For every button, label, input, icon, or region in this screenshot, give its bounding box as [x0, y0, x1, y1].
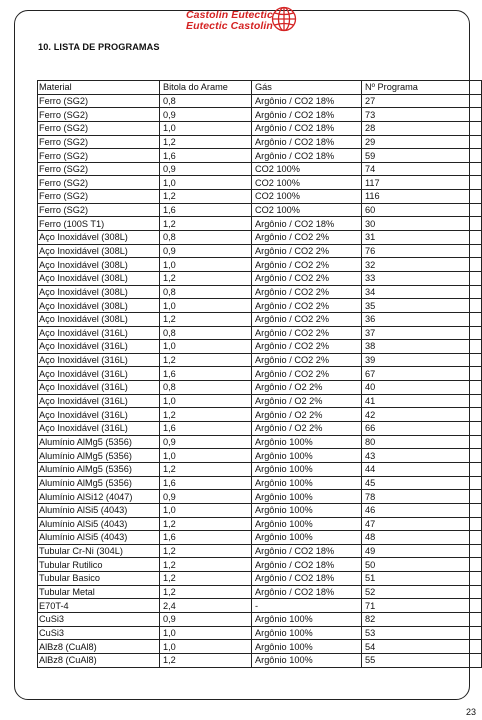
- program-table: [37, 80, 482, 668]
- cell-wire-gauge: 1,0: [160, 640, 252, 654]
- cell-material: Tubular Cr-Ni (304L): [38, 544, 160, 558]
- header-wire-gauge: Bitola do Arame: [160, 81, 252, 95]
- cell-program-number: 53: [362, 626, 482, 640]
- cell-wire-gauge: 1,2: [160, 585, 252, 599]
- cell-material: Ferro (SG2): [38, 203, 160, 217]
- cell-material: Ferro (SG2): [38, 94, 160, 108]
- cell-gas: Argônio / CO2 18%: [252, 135, 362, 149]
- cell-wire-gauge: 1,0: [160, 258, 252, 272]
- cell-wire-gauge: 1,0: [160, 299, 252, 313]
- cell-gas: Argônio / CO2 18%: [252, 217, 362, 231]
- table-row: [38, 490, 482, 504]
- cell-program-number: 49: [362, 544, 482, 558]
- globe-logo-icon: [271, 6, 297, 32]
- cell-gas: Argônio / CO2 2%: [252, 340, 362, 354]
- header-material: Material: [38, 81, 160, 95]
- table-row: [38, 353, 482, 367]
- cell-gas: CO2 100%: [252, 190, 362, 204]
- cell-gas: Argônio / CO2 2%: [252, 299, 362, 313]
- cell-material: Tubular Metal: [38, 585, 160, 599]
- cell-gas: Argônio 100%: [252, 462, 362, 476]
- cell-material: Alumínio AlMg5 (5356): [38, 462, 160, 476]
- cell-material: Aço Inoxidável (316L): [38, 422, 160, 436]
- cell-material: Alumínio AlSi5 (4043): [38, 517, 160, 531]
- cell-program-number: 52: [362, 585, 482, 599]
- cell-gas: Argônio 100%: [252, 503, 362, 517]
- cell-gas: Argônio 100%: [252, 612, 362, 626]
- cell-material: Aço Inoxidável (316L): [38, 340, 160, 354]
- cell-material: Ferro (SG2): [38, 108, 160, 122]
- table-row: [38, 626, 482, 640]
- cell-wire-gauge: 1,2: [160, 558, 252, 572]
- cell-wire-gauge: 0,8: [160, 94, 252, 108]
- table-row: [38, 558, 482, 572]
- cell-gas: Argônio / O2 2%: [252, 394, 362, 408]
- cell-material: Tubular Basico: [38, 572, 160, 586]
- cell-wire-gauge: 1,2: [160, 653, 252, 667]
- cell-material: Aço Inoxidável (308L): [38, 271, 160, 285]
- cell-wire-gauge: 2,4: [160, 599, 252, 613]
- cell-program-number: 78: [362, 490, 482, 504]
- header-program-number: Nº Programa: [362, 81, 482, 95]
- cell-wire-gauge: 1,0: [160, 626, 252, 640]
- cell-wire-gauge: 1,0: [160, 394, 252, 408]
- cell-gas: Argônio / CO2 2%: [252, 326, 362, 340]
- cell-wire-gauge: 1,0: [160, 449, 252, 463]
- cell-gas: Argônio / CO2 18%: [252, 94, 362, 108]
- cell-program-number: 33: [362, 271, 482, 285]
- cell-wire-gauge: 1,2: [160, 517, 252, 531]
- cell-program-number: 45: [362, 476, 482, 490]
- cell-material: Alumínio AlMg5 (5356): [38, 449, 160, 463]
- cell-material: Aço Inoxidável (316L): [38, 394, 160, 408]
- cell-gas: Argônio / CO2 2%: [252, 271, 362, 285]
- cell-wire-gauge: 1,6: [160, 531, 252, 545]
- table-row: [38, 244, 482, 258]
- cell-material: Alumínio AlSi5 (4043): [38, 503, 160, 517]
- brand-logo: [186, 6, 322, 40]
- cell-program-number: 40: [362, 381, 482, 395]
- cell-program-number: 37: [362, 326, 482, 340]
- cell-gas: Argônio 100%: [252, 476, 362, 490]
- cell-wire-gauge: 1,0: [160, 503, 252, 517]
- cell-material: AlBz8 (CuAl8): [38, 640, 160, 654]
- cell-program-number: 116: [362, 190, 482, 204]
- cell-program-number: 41: [362, 394, 482, 408]
- cell-gas: Argônio 100%: [252, 435, 362, 449]
- cell-gas: -: [252, 599, 362, 613]
- cell-gas: CO2 100%: [252, 162, 362, 176]
- cell-program-number: 47: [362, 517, 482, 531]
- cell-material: Aço Inoxidável (308L): [38, 312, 160, 326]
- cell-program-number: 67: [362, 367, 482, 381]
- table-row: [38, 531, 482, 545]
- cell-material: Ferro (SG2): [38, 190, 160, 204]
- cell-material: Aço Inoxidável (316L): [38, 353, 160, 367]
- cell-wire-gauge: 1,0: [160, 176, 252, 190]
- table-row: [38, 367, 482, 381]
- cell-gas: Argônio 100%: [252, 531, 362, 545]
- cell-material: Alumínio AlSi5 (4043): [38, 531, 160, 545]
- cell-gas: Argônio 100%: [252, 490, 362, 504]
- cell-wire-gauge: 1,6: [160, 203, 252, 217]
- cell-wire-gauge: 0,9: [160, 490, 252, 504]
- table-row: [38, 408, 482, 422]
- cell-wire-gauge: 1,0: [160, 121, 252, 135]
- cell-material: Aço Inoxidável (316L): [38, 367, 160, 381]
- cell-program-number: 50: [362, 558, 482, 572]
- cell-material: Aço Inoxidável (316L): [38, 408, 160, 422]
- cell-program-number: 36: [362, 312, 482, 326]
- cell-program-number: 42: [362, 408, 482, 422]
- cell-gas: Argônio 100%: [252, 653, 362, 667]
- cell-material: AlBz8 (CuAl8): [38, 653, 160, 667]
- table-row: [38, 176, 482, 190]
- cell-program-number: 43: [362, 449, 482, 463]
- cell-program-number: 34: [362, 285, 482, 299]
- table-row: [38, 517, 482, 531]
- cell-material: Aço Inoxidável (308L): [38, 244, 160, 258]
- table-row: [38, 231, 482, 245]
- cell-program-number: 59: [362, 149, 482, 163]
- cell-wire-gauge: 0,9: [160, 162, 252, 176]
- cell-gas: Argônio / CO2 18%: [252, 558, 362, 572]
- cell-program-number: 48: [362, 531, 482, 545]
- cell-gas: Argônio 100%: [252, 640, 362, 654]
- cell-wire-gauge: 0,9: [160, 435, 252, 449]
- cell-gas: Argônio / CO2 2%: [252, 353, 362, 367]
- cell-program-number: 35: [362, 299, 482, 313]
- cell-material: Ferro (SG2): [38, 176, 160, 190]
- cell-material: Ferro (100S T1): [38, 217, 160, 231]
- cell-wire-gauge: 0,8: [160, 381, 252, 395]
- cell-wire-gauge: 0,9: [160, 244, 252, 258]
- cell-wire-gauge: 1,2: [160, 190, 252, 204]
- table-row: [38, 326, 482, 340]
- table-row: [38, 312, 482, 326]
- cell-material: Aço Inoxidável (308L): [38, 231, 160, 245]
- cell-wire-gauge: 0,8: [160, 326, 252, 340]
- cell-wire-gauge: 1,6: [160, 476, 252, 490]
- cell-program-number: 55: [362, 653, 482, 667]
- cell-program-number: 38: [362, 340, 482, 354]
- cell-wire-gauge: 1,2: [160, 544, 252, 558]
- brand-line-2: Eutectic Castolin: [186, 20, 273, 32]
- cell-gas: Argônio / CO2 2%: [252, 367, 362, 381]
- table-row: [38, 108, 482, 122]
- table-header-row: [38, 81, 482, 95]
- table-row: [38, 258, 482, 272]
- cell-wire-gauge: 1,2: [160, 353, 252, 367]
- cell-gas: Argônio 100%: [252, 449, 362, 463]
- table-row: [38, 94, 482, 108]
- cell-gas: Argônio / CO2 2%: [252, 258, 362, 272]
- cell-gas: CO2 100%: [252, 203, 362, 217]
- cell-program-number: 73: [362, 108, 482, 122]
- table-row: [38, 271, 482, 285]
- cell-wire-gauge: 1,2: [160, 312, 252, 326]
- cell-material: E70T-4: [38, 599, 160, 613]
- table-row: [38, 640, 482, 654]
- cell-wire-gauge: 0,8: [160, 231, 252, 245]
- cell-program-number: 117: [362, 176, 482, 190]
- cell-gas: Argônio 100%: [252, 626, 362, 640]
- table-row: [38, 203, 482, 217]
- table-row: [38, 653, 482, 667]
- cell-program-number: 31: [362, 231, 482, 245]
- cell-program-number: 66: [362, 422, 482, 436]
- cell-gas: CO2 100%: [252, 176, 362, 190]
- cell-material: Alumínio AlMg5 (5356): [38, 435, 160, 449]
- cell-gas: Argônio / CO2 18%: [252, 585, 362, 599]
- cell-program-number: 39: [362, 353, 482, 367]
- table-row: [38, 462, 482, 476]
- table-row: [38, 449, 482, 463]
- cell-material: Ferro (SG2): [38, 121, 160, 135]
- cell-program-number: 44: [362, 462, 482, 476]
- cell-material: Ferro (SG2): [38, 162, 160, 176]
- cell-program-number: 51: [362, 572, 482, 586]
- cell-material: CuSi3: [38, 626, 160, 640]
- table-row: [38, 599, 482, 613]
- cell-wire-gauge: 1,2: [160, 135, 252, 149]
- cell-wire-gauge: 1,6: [160, 422, 252, 436]
- cell-gas: Argônio / CO2 2%: [252, 231, 362, 245]
- cell-gas: Argônio / CO2 18%: [252, 572, 362, 586]
- cell-program-number: 80: [362, 435, 482, 449]
- table-row: [38, 612, 482, 626]
- cell-gas: Argônio / CO2 18%: [252, 121, 362, 135]
- table-row: [38, 299, 482, 313]
- table-row: [38, 340, 482, 354]
- table-row: [38, 135, 482, 149]
- cell-gas: Argônio / CO2 18%: [252, 149, 362, 163]
- cell-program-number: 54: [362, 640, 482, 654]
- cell-gas: Argônio / CO2 18%: [252, 108, 362, 122]
- cell-program-number: 82: [362, 612, 482, 626]
- cell-wire-gauge: 1,2: [160, 271, 252, 285]
- cell-wire-gauge: 1,2: [160, 462, 252, 476]
- cell-program-number: 46: [362, 503, 482, 517]
- cell-wire-gauge: 1,2: [160, 408, 252, 422]
- cell-material: Aço Inoxidável (316L): [38, 381, 160, 395]
- cell-wire-gauge: 1,6: [160, 367, 252, 381]
- cell-material: Aço Inoxidável (308L): [38, 299, 160, 313]
- cell-program-number: 29: [362, 135, 482, 149]
- cell-gas: Argônio / CO2 2%: [252, 312, 362, 326]
- cell-material: Aço Inoxidável (316L): [38, 326, 160, 340]
- cell-material: Aço Inoxidável (308L): [38, 258, 160, 272]
- cell-material: CuSi3: [38, 612, 160, 626]
- cell-gas: Argônio / CO2 2%: [252, 244, 362, 258]
- brand-line-1: Castolin Eutectic: [186, 9, 273, 21]
- table-row: [38, 544, 482, 558]
- table-row: [38, 503, 482, 517]
- cell-wire-gauge: 1,6: [160, 149, 252, 163]
- cell-program-number: 76: [362, 244, 482, 258]
- cell-program-number: 27: [362, 94, 482, 108]
- cell-program-number: 30: [362, 217, 482, 231]
- cell-material: Aço Inoxidável (308L): [38, 285, 160, 299]
- table-row: [38, 435, 482, 449]
- cell-program-number: 32: [362, 258, 482, 272]
- cell-wire-gauge: 1,2: [160, 217, 252, 231]
- table-row: [38, 381, 482, 395]
- page-number: 23: [466, 707, 477, 717]
- table-row: [38, 121, 482, 135]
- cell-gas: Argônio 100%: [252, 517, 362, 531]
- table-row: [38, 190, 482, 204]
- cell-gas: Argônio / O2 2%: [252, 408, 362, 422]
- cell-program-number: 71: [362, 599, 482, 613]
- table-row: [38, 476, 482, 490]
- cell-wire-gauge: 1,0: [160, 340, 252, 354]
- header-gas: Gás: [252, 81, 362, 95]
- cell-gas: Argônio / CO2 2%: [252, 285, 362, 299]
- cell-material: Tubular Rutilico: [38, 558, 160, 572]
- cell-material: Alumínio AlSi12 (4047): [38, 490, 160, 504]
- cell-program-number: 28: [362, 121, 482, 135]
- cell-gas: Argônio / O2 2%: [252, 381, 362, 395]
- table-row: [38, 162, 482, 176]
- cell-material: Ferro (SG2): [38, 149, 160, 163]
- cell-material: Ferro (SG2): [38, 135, 160, 149]
- cell-wire-gauge: 0,9: [160, 612, 252, 626]
- cell-wire-gauge: 0,8: [160, 285, 252, 299]
- table-row: [38, 572, 482, 586]
- cell-wire-gauge: 1,2: [160, 572, 252, 586]
- cell-gas: Argônio / O2 2%: [252, 422, 362, 436]
- cell-gas: Argônio / CO2 18%: [252, 544, 362, 558]
- table-row: [38, 285, 482, 299]
- cell-program-number: 60: [362, 203, 482, 217]
- table-row: [38, 585, 482, 599]
- table-row: [38, 422, 482, 436]
- section-title: 10. LISTA DE PROGRAMAS: [38, 42, 160, 52]
- table-row: [38, 217, 482, 231]
- table-row: [38, 149, 482, 163]
- cell-program-number: 74: [362, 162, 482, 176]
- cell-material: Alumínio AlMg5 (5356): [38, 476, 160, 490]
- cell-wire-gauge: 0,9: [160, 108, 252, 122]
- table-row: [38, 394, 482, 408]
